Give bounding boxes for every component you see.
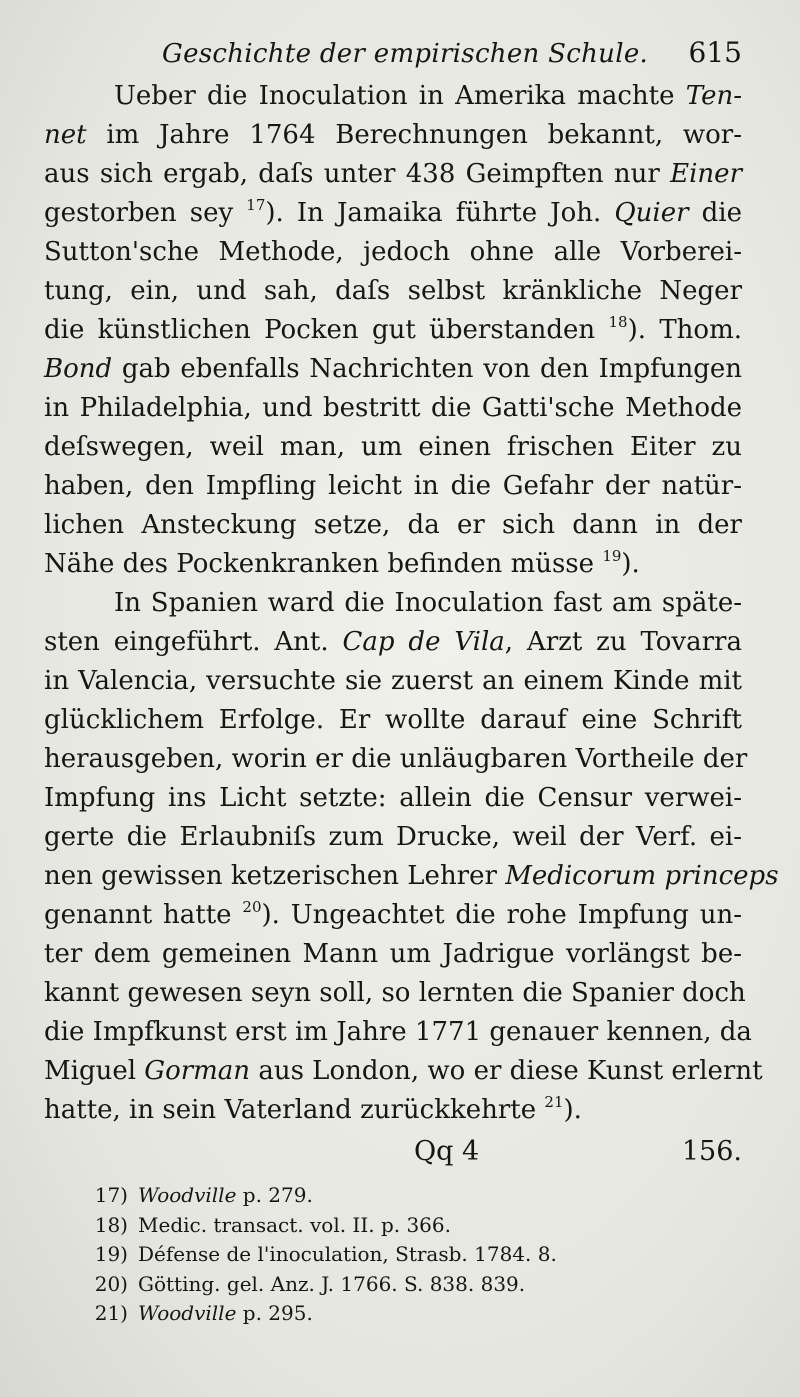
footnote-number: 19) [94,1242,128,1266]
text-line: Sutton'sche Methode, jedoch ohne alle Vorberei- [44,237,742,267]
catchword: 156. [681,1136,742,1167]
text-line: net im Jahre 1764 Berechnungen bekannt, wor- [44,120,742,150]
footnote-text: Medic. transact. vol. II. p. 366. [138,1212,451,1237]
text-line: in Philadelphia, und bestritt die Gatti'sche Methode [44,393,742,423]
text-line: Ueber die Inoculation in Amerika machte Ten- [114,81,742,111]
text-line: gestorben sey $^{17}$). In Jamaika führte Joh. Quier die [44,196,742,228]
footnotes [44,1181,742,1329]
footnote-number: 18) [94,1212,128,1237]
signature-row [44,1136,742,1167]
footnote-text: Défense de l'inoculation, Strasb. 1784. 8. [138,1242,557,1266]
text-line: In Spanien ward die Inoculation fast am späte- [114,588,742,618]
footnote [80,1181,742,1211]
text-line: in Valencia, versuchte sie zuerst an einem Kinde mit [44,666,742,696]
text-line: sten eingeführt. Ant. Cap de Vila, Arzt zu Tovarra [44,627,742,657]
page-number: 615 [688,36,742,69]
text-line: gerte die Erlaubniſs zum Drucke, weil der Verf. ei- [44,822,742,852]
text-line: glücklichem Erfolge. Er wollte darauf eine Schrift [44,705,742,735]
text-line: genannt hatte $^{20}$). Ungeachtet die rohe Impfung un- [44,898,742,930]
text-line: die künstlichen Pocken gut überstanden $^{18}$). Thom. [44,313,742,345]
running-title: Geschichte der empirischen Schule. [162,39,649,69]
text-line: Impfung ins Licht setzte: allein die Censur verwei- [44,783,742,813]
text-line: haben, den Impfling leicht in die Gefahr der natür- [44,471,742,501]
text-line: herausgeben, worin er die unläugbaren Vortheile der [44,744,748,774]
text-line: nen gewissen ketzerischen Lehrer Medicorum princeps [44,861,779,891]
text-line: Nähe des Pockenkranken befinden müsse $^{19}$). [44,547,640,579]
text-line: Miguel Gorman aus London, wo er diese Kunst erlernt [44,1056,763,1086]
text-line: kannt gewesen seyn soll, so lernten die Spanier doch [44,978,746,1008]
text-line: die Impfkunst erst im Jahre 1771 genauer kennen, da [44,1017,752,1047]
text-line: tung, ein, und sah, daſs selbst kränkliche Neger [44,276,742,306]
text-line: Bond gab ebenfalls Nachrichten von den Impfungen [44,354,742,384]
footnote [80,1270,742,1300]
text-line: lichen Ansteckung setze, da er sich dann in der [44,510,742,540]
running-header [162,36,742,69]
footnote [80,1299,742,1329]
footnote-number: 20) [94,1271,128,1296]
text-line: hatte, in sein Vaterland zurückkehrte $^{21}$). [44,1093,582,1125]
text-line: ter dem gemeinen Mann um Jadrigue vorlängst be- [44,939,742,969]
footnote-number: 21) [94,1301,128,1325]
footnote [80,1211,742,1241]
text-line: aus sich ergab, daſs unter 438 Geimpften nur Einer [44,159,742,189]
footnote-text: Woodville p. 279. [138,1183,313,1207]
main-text [44,77,779,1130]
footnote [80,1240,742,1270]
signature-mark: Qq 4 [414,1136,480,1167]
footnote-number: 17) [94,1183,128,1207]
footnote-text: Götting. gel. Anz. J. 1766. S. 838. 839. [138,1271,526,1296]
footnote-text: Woodville p. 295. [138,1301,313,1325]
text-line: deſswegen, weil man, um einen frischen Eiter zu [44,432,742,462]
